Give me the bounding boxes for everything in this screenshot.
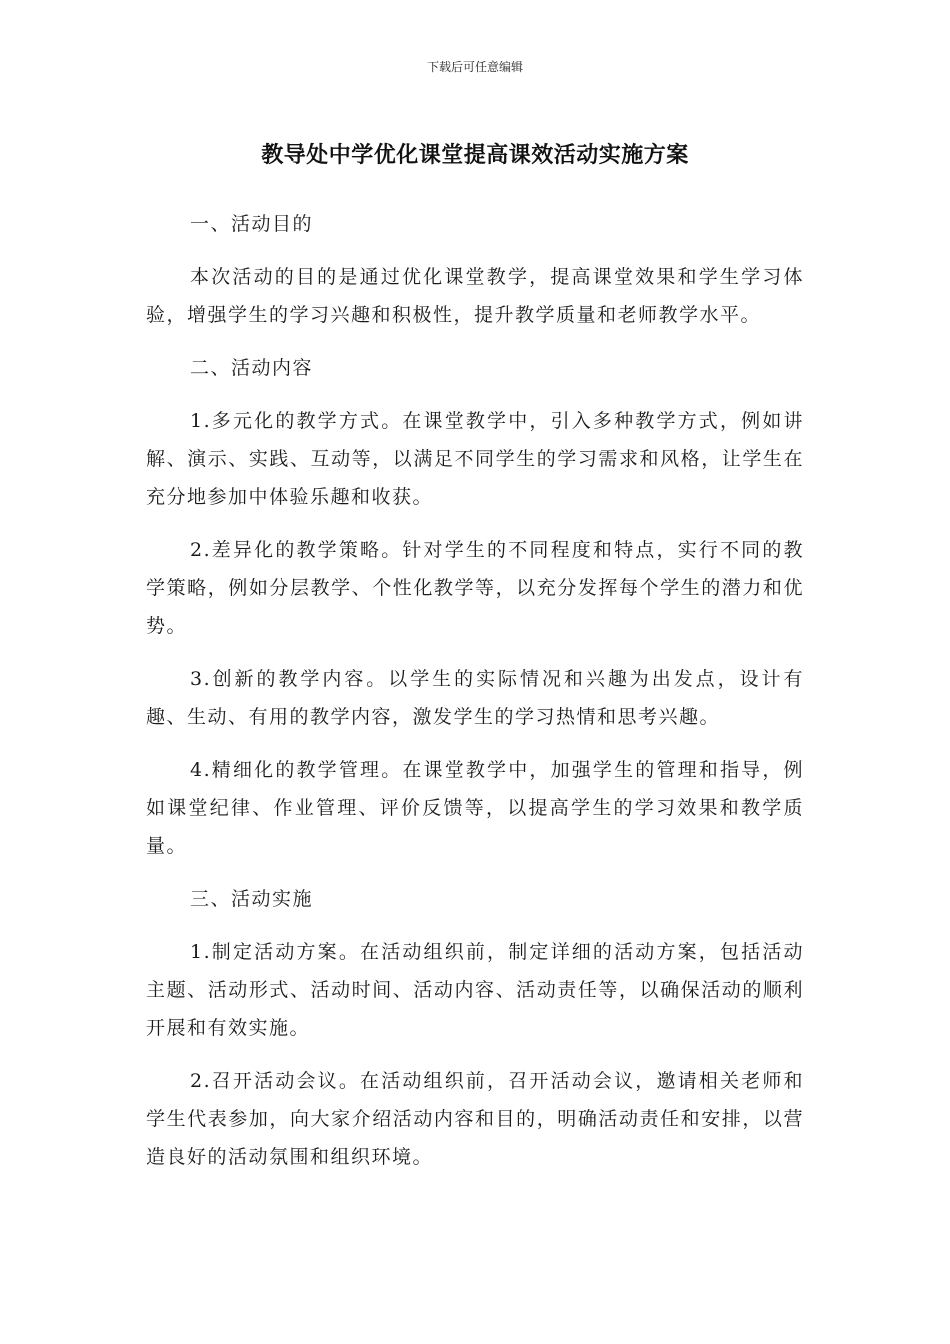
paragraph: 1.多元化的教学方式。在课堂教学中，引入多种教学方式，例如讲解、演示、实践、互动等，以满足不同学生的学习需求和风格，让学生在充分地参加中体验乐趣和收获。	[146, 410, 804, 508]
section-heading-implementation: 三、活动实施	[190, 888, 314, 910]
paragraph: 3.创新的教学内容。以学生的实际情况和兴趣为出发点，设计有趣、生动、有用的教学内容，激发学生的学习热情和思考兴趣。	[146, 668, 804, 728]
document-body	[146, 205, 804, 1191]
paragraph: 4.精细化的教学管理。在课堂教学中，加强学生的管理和指导，例如课堂纪律、作业管理、评价反馈等，以提高学生的学习效果和教学质量。	[146, 759, 804, 857]
paragraph: 本次活动的目的是通过优化课堂教学，提高课堂效果和学生学习体验，增强学生的学习兴趣和积极性，提升教学质量和老师教学水平。	[146, 266, 804, 326]
paragraph: 1.制定活动方案。在活动组织前，制定详细的活动方案，包括活动主题、活动形式、活动时间、活动内容、活动责任等，以确保活动的顺利开展和有效实施。	[146, 941, 804, 1039]
section-heading-content: 二、活动内容	[190, 357, 314, 379]
paragraph: 2.差异化的教学策略。针对学生的不同程度和特点，实行不同的教学策略，例如分层教学、个性化教学等，以充分发挥每个学生的潜力和优势。	[146, 539, 804, 637]
document-title: 教导处中学优化课堂提高课效活动实施方案	[261, 143, 689, 168]
paragraph: 2.召开活动会议。在活动组织前，召开活动会议，邀请相关老师和学生代表参加，向大家介绍活动内容和目的，明确活动责任和安排，以营造良好的活动氛围和组织环境。	[146, 1070, 804, 1168]
header-note: 下载后可任意编辑	[426, 60, 523, 74]
section-heading-purpose: 一、活动目的	[190, 213, 314, 235]
